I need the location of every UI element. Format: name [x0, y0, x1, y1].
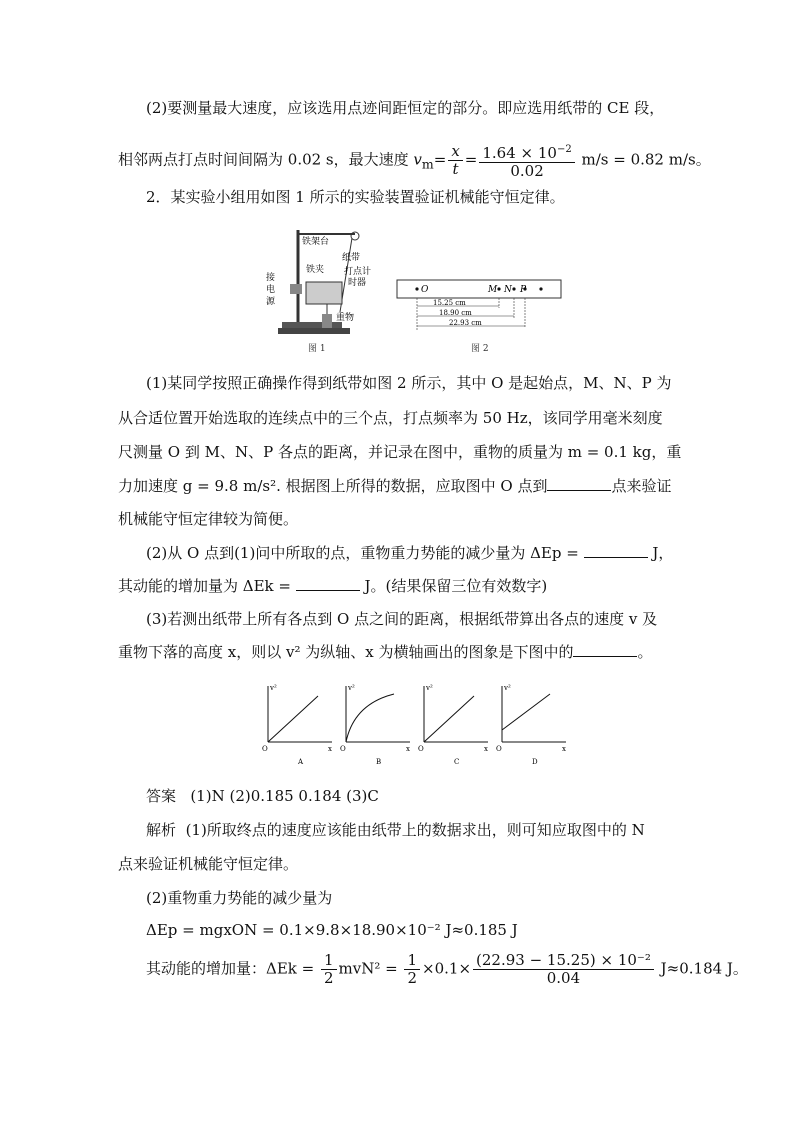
q1-answer-blank[interactable] [547, 476, 611, 491]
intro-line-2-text: 相邻两点打点时间间隔为 0.02 s，最大速度 [118, 150, 414, 169]
fig1-label-6: 电 [266, 285, 276, 295]
q2-line-2 [118, 576, 547, 596]
intro-line-2 [118, 141, 711, 180]
q2-line-2-end: J。(结果保留三位有效数字) [359, 577, 548, 595]
l5-f1-num: 1 [321, 952, 337, 970]
l5-pre: 其动能的增加量：ΔEk = [146, 959, 319, 978]
fig1-label-0: 铁架台 [302, 237, 330, 247]
l5-frac-3 [473, 952, 654, 987]
answer-label: 答案 [146, 787, 177, 805]
problem-title: 2．某实验小组用如图 1 所示的实验装置验证机械能守恒定律。 [146, 188, 565, 206]
graph-D-xlabel: x [562, 745, 566, 753]
q2-line-1 [146, 543, 673, 563]
q1-line-3: 尺测量 O 到 M、N、P 各点的距离，并记录在图中，重物的质量为 m = 0.1 kg，重 [118, 443, 682, 461]
q1-line-5: 机械能守恒定律较为简便。 [118, 510, 299, 528]
graph-B [340, 684, 410, 766]
graph-D-ylabel: v² [504, 684, 511, 692]
q1-line-4 [118, 476, 671, 496]
q2-line-1-text: (2)从 O 点到(1)问中所取的点，重物重力势能的减少量为 ΔEp = [146, 544, 584, 562]
figure-1-apparatus [260, 222, 380, 352]
q1-line-4-end: 点来验证 [611, 477, 672, 495]
q3-line-1: (3)若测出纸带上所有各点到 O 点之间的距离，根据纸带算出各点的速度 v 及 [146, 610, 658, 628]
fraction-x-over-t [448, 143, 462, 178]
analysis-line-1 [146, 820, 645, 840]
vm-subscript: m [421, 156, 434, 172]
q1-line-4-text: 力加速度 g = 9.8 m/s². 根据图上所得的数据，应取图中 O 点到 [118, 477, 548, 495]
graph-B-xlabel: x [406, 745, 410, 753]
fig2-caption: 图 2 [471, 344, 489, 354]
l5-f2-den: 2 [407, 969, 418, 987]
q1-line-2: 从合适位置开始选取的连续点中的三个点，打点频率为 50 Hz，该同学用毫米刻度 [118, 409, 663, 427]
fig1-label-5: 接 [266, 273, 276, 283]
frac-den-value: 0.02 [510, 162, 544, 180]
l5-post: J≈0.184 J。 [655, 959, 748, 978]
intro-line-1: (2)要测量最大速度，应该选用点迹间距恒定的部分。即应选用纸带的 CE 段， [146, 99, 665, 117]
intro-line-2-end: m/s = 0.82 m/s。 [576, 150, 711, 169]
l5-f3-num: (22.93 − 15.25) × 10⁻² [473, 952, 654, 970]
frac-t: t [452, 160, 459, 178]
graph-C-ylabel: v² [426, 684, 433, 692]
analysis-line-5 [146, 952, 748, 987]
fig1-label-4: 时器 [348, 278, 367, 288]
graph-A-origin: O [262, 745, 268, 753]
analysis-label: 解析 [146, 821, 177, 839]
graph-B-ylabel: v² [348, 684, 355, 692]
graph-D-label: D [532, 758, 538, 766]
graph-D-origin: O [496, 745, 502, 753]
graph-C-label: C [454, 758, 460, 766]
fraction-value [479, 141, 574, 180]
l5-f3-den: 0.04 [546, 969, 581, 987]
q2-line-2-text: 其动能的增加量为 ΔEk = [118, 577, 296, 595]
frac-num-value [479, 141, 574, 163]
fig2-point-O: O [421, 285, 429, 295]
l5-frac-1 [321, 952, 337, 987]
answer-text: (1)N (2)0.185 0.184 (3)C [190, 787, 379, 805]
q3-line-2-text: 重物下落的高度 x，则以 v² 为纵轴、x 为横轴画出的图象是下图中的 [118, 643, 574, 661]
fig1-label-2: 铁夹 [306, 265, 325, 275]
graph-A-label: A [298, 758, 304, 766]
fig2-distance-OP: 22.93 cm [449, 319, 482, 327]
l5-f1-den: 2 [323, 969, 334, 987]
graph-C-xlabel: x [484, 745, 488, 753]
graph-D [496, 684, 566, 766]
l5-f2-num: 1 [404, 952, 420, 970]
q2-blank-ep[interactable] [584, 543, 648, 558]
l5-frac-2 [404, 952, 420, 987]
q2-blank-ek[interactable] [296, 576, 360, 591]
q2-line-1-end: J， [647, 544, 674, 562]
graph-A-xlabel: x [328, 745, 332, 753]
analysis-line-2: 点来验证机械能守恒定律。 [118, 855, 299, 873]
equals-2: = [464, 150, 478, 169]
fig1-label-3: 打点计 [344, 267, 372, 277]
q3-answer-blank[interactable] [573, 642, 637, 657]
analysis-l1-text: (1)所取终点的速度应该能由纸带上的数据求出，则可知应取图中的 N [185, 821, 645, 839]
fig1-label-7: 源 [266, 297, 276, 307]
frac-num-text: 1.64 × 10 [482, 144, 557, 162]
analysis-line-3: (2)重物重力势能的减少量为 [146, 889, 333, 907]
fig1-label-8: 重物 [336, 313, 355, 323]
answer-line [146, 786, 379, 806]
l5-mid1: mvN² = [338, 959, 403, 978]
fig1-caption: 图 1 [308, 344, 326, 354]
fig2-distance-ON: 18.90 cm [439, 309, 472, 317]
q3-line-2 [118, 642, 653, 662]
equals-1: = [433, 150, 447, 169]
fig2-distance-OM: 15.25 cm [433, 299, 466, 307]
graph-options [258, 680, 578, 770]
graph-B-label: B [376, 758, 382, 766]
graph-A [262, 684, 332, 766]
fig1-label-1: 纸带 [342, 253, 361, 263]
fig2-point-N: N [504, 285, 512, 295]
frac-x: x [448, 143, 462, 161]
q3-line-2-end: 。 [637, 643, 653, 661]
fig2-point-P: P [520, 285, 527, 295]
q1-line-1: (1)某同学按照正确操作得到纸带如图 2 所示，其中 O 是起始点，M、N、P 为 [146, 374, 672, 392]
analysis-line-4: ΔEp = mgxON = 0.1×9.8×18.90×10⁻² J≈0.185 J [146, 921, 518, 939]
frac-num-exp: −2 [556, 144, 572, 155]
graph-B-origin: O [340, 745, 346, 753]
graph-A-ylabel: v² [270, 684, 277, 692]
graph-C-origin: O [418, 745, 424, 753]
fig2-point-M: M [488, 285, 498, 295]
l5-mid2: ×0.1× [422, 959, 472, 978]
graph-C [418, 684, 488, 766]
figure-2-tape [395, 276, 565, 336]
vm-symbol: v [413, 150, 422, 169]
